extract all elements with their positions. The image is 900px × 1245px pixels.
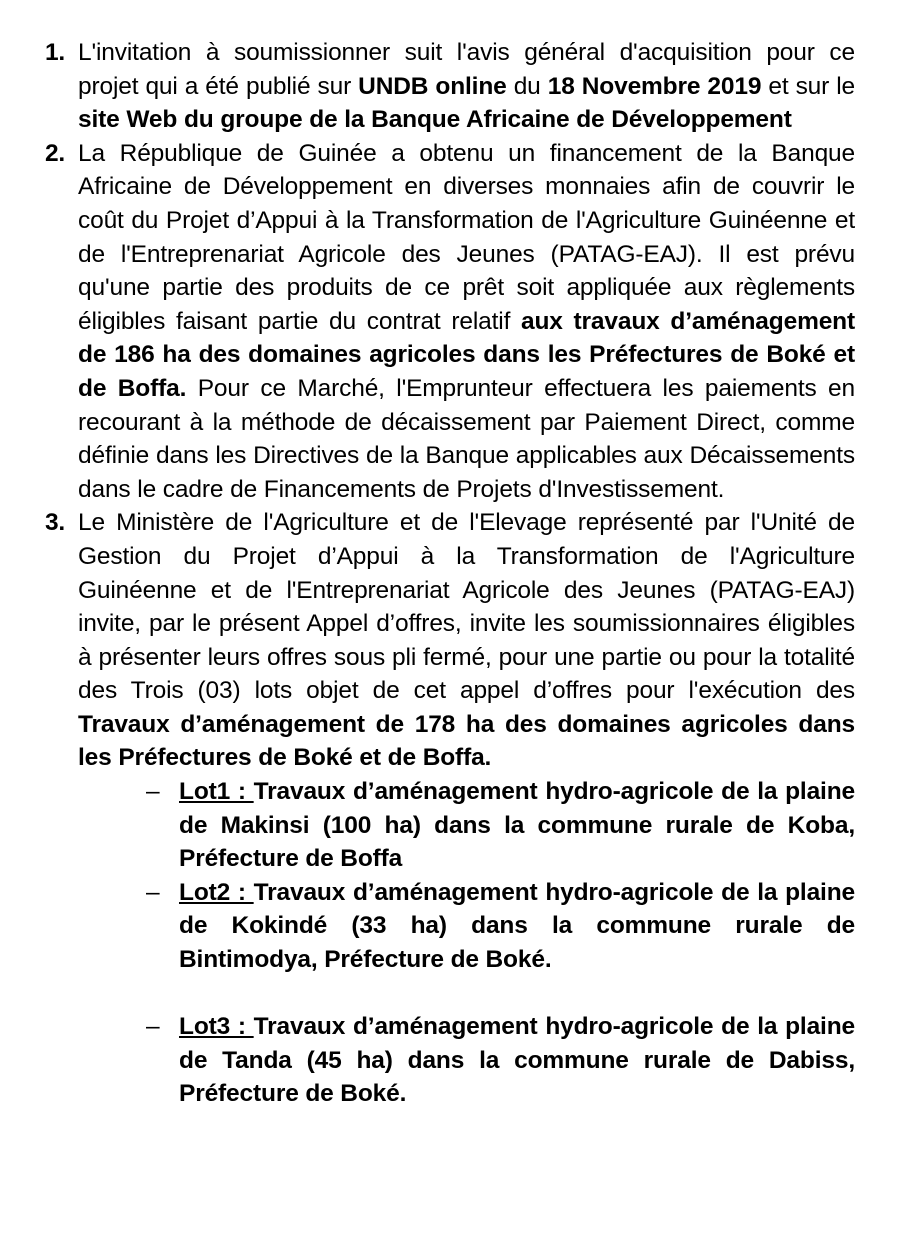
clause-item-3: [45, 506, 855, 775]
text-run: Pour ce Marché, l'Emprunteur effectuera les paiements en recourant à la méthode de décaissement par Paiement Direct, comme définie dans les Directives de la Banque applicables aux Décaissements dans le cadre de Financements de Projets d'Investissement.: [78, 374, 855, 503]
clause-item-2: [45, 137, 855, 507]
text-run: aux travaux d’aménagement de 186 ha des domaines agricoles dans les Préfectures de Boké et de Boffa.: [78, 307, 855, 402]
text-run: La République de Guinée a obtenu un financement de la Banque Africaine de Développement en diverses monnaies afin de couvrir le coût du Projet d’Appui à la Transformation de l'Agriculture Guinéenne et de l'Entreprenariat Agricole des Jeunes (PATAG-EAJ). Il est prévu qu'une partie des produits de ce prêt soit appliquée aux règlements éligibles faisant partie du contrat relatif: [78, 139, 855, 335]
clause-text: [78, 36, 855, 137]
text-run: Lot2 :: [179, 878, 254, 906]
text-run: Le Ministère de l'Agriculture et de l'Elevage représenté par l'Unité de Gestion du Projet d’Appui à la Transformation de l'Agriculture Guinéenne et de l'Entreprenariat Agricole des Jeunes (PATAG-EAJ) invite, par le présent Appel d’offres, invite les soumissionnaires éligibles à présenter leurs offres sous pli fermé, pour une partie ou pour la totalité des Trois (03) lots objet de cet appel d’offres pour l'exécution des: [78, 509, 855, 705]
numbered-clause-list: [45, 36, 855, 775]
clause-text: [78, 137, 855, 507]
dash-bullet-icon: –: [146, 778, 160, 806]
lot-list: [45, 775, 855, 1111]
clause-number: 2.: [45, 139, 66, 167]
text-run: Travaux d’aménagement hydro-agricole de la plaine de Makinsi (100 ha) dans la commune rurale de Koba, Préfecture de Boffa: [179, 778, 855, 873]
text-run: Travaux d’aménagement de 178 ha des domaines agricoles dans les Préfectures de Boké et de Boffa.: [78, 710, 855, 772]
text-run: Travaux d’aménagement hydro-agricole de la plaine de Kokindé (33 ha) dans la commune rurale de Bintimodya, Préfecture de Boké.: [179, 878, 855, 974]
text-run: du: [506, 72, 548, 100]
dash-bullet-icon: –: [146, 1013, 160, 1041]
lot-text: [179, 775, 855, 876]
clause-number: 3.: [45, 509, 66, 537]
lot-text: [179, 1010, 855, 1111]
dash-bullet-icon: –: [146, 878, 160, 906]
text-run: 18 Novembre 2019: [547, 72, 762, 100]
lot-item-lot3: [146, 1010, 855, 1111]
document-body: [45, 36, 855, 1111]
text-run: Lot1 :: [179, 778, 254, 806]
clause-text: [78, 506, 855, 775]
text-run: UNDB online: [358, 72, 507, 100]
lot-item-lot1: [146, 775, 855, 876]
text-run: Lot3 :: [179, 1013, 254, 1041]
clause-item-1: [45, 36, 855, 137]
clause-number: 1.: [45, 39, 66, 66]
lot-item-lot2: [146, 876, 855, 977]
lot-text: [179, 876, 855, 977]
text-run: site Web du groupe de la Banque Africaine de Développement: [78, 106, 792, 134]
text-run: Travaux d’aménagement hydro-agricole de la plaine de Tanda (45 ha) dans la commune rurale de Dabiss, Préfecture de Boké.: [179, 1013, 855, 1108]
text-run: L'invitation à soumissionner suit l'avis général d'acquisition pour ce projet qui a été publié sur: [78, 39, 855, 100]
text-run: et sur le: [761, 72, 855, 100]
